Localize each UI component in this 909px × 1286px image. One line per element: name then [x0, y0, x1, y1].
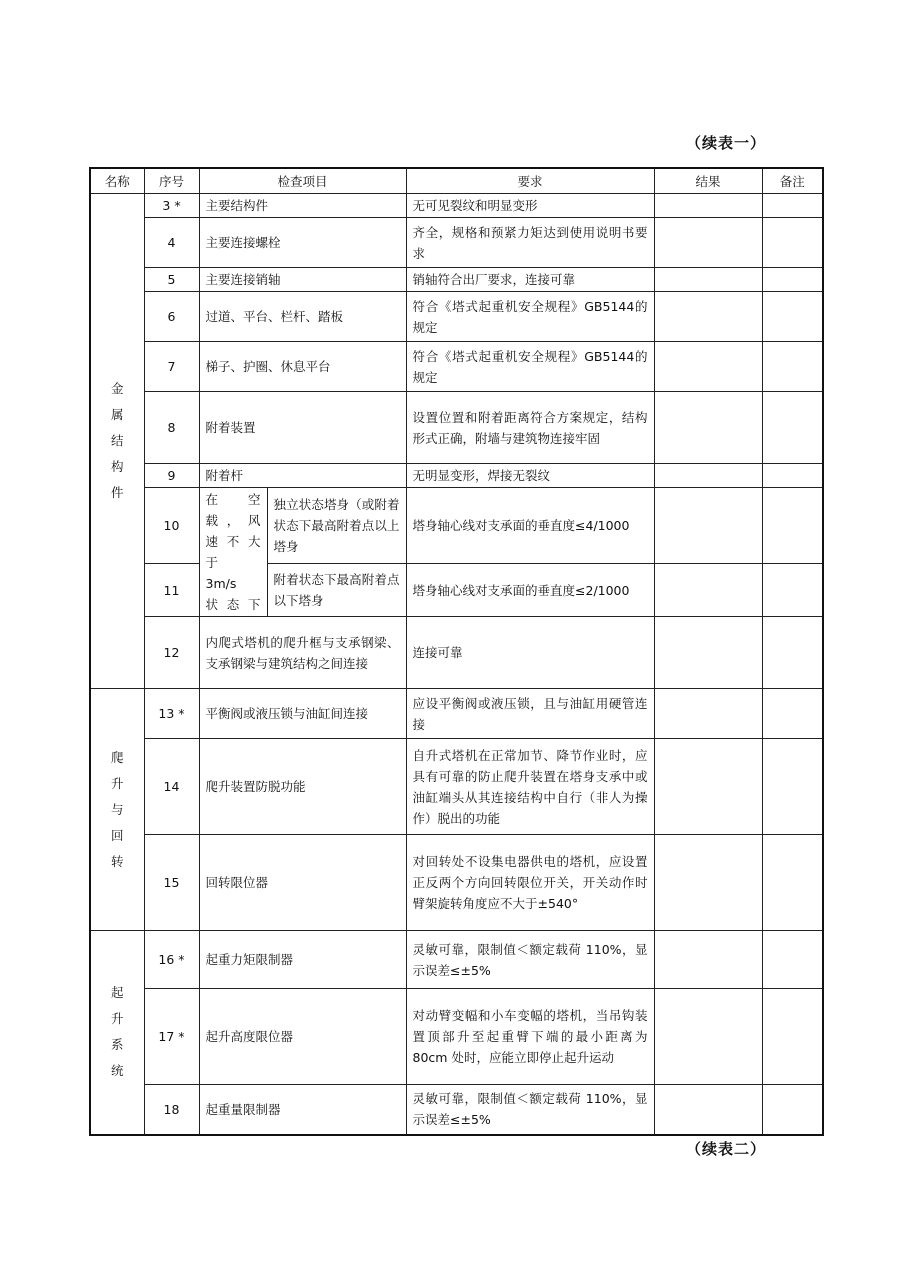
row-no: 18: [144, 1085, 199, 1135]
remark-cell[interactable]: [762, 194, 823, 218]
row-requirement: 对动臂变幅和小车变幅的塔机，当吊钩装置顶部升至起重臂下端的最小距离为 80cm 处时，应能立即停止起升运动: [406, 989, 654, 1085]
table-row: [90, 194, 823, 218]
row-requirement: 无明显变形，焊接无裂纹: [406, 464, 654, 488]
table-row: [90, 1085, 823, 1135]
result-cell[interactable]: [654, 739, 762, 835]
remark-cell[interactable]: [762, 931, 823, 989]
row-no: 4: [144, 218, 199, 268]
result-cell[interactable]: [654, 488, 762, 564]
row-item: 主要连接螺栓: [199, 218, 406, 268]
row-requirement: 塔身轴心线对支承面的垂直度≤2/1000: [406, 564, 654, 617]
table-row: [90, 739, 823, 835]
row-requirement: 齐全，规格和预紧力矩达到使用说明书要求: [406, 218, 654, 268]
row-no: 3 *: [144, 194, 199, 218]
remark-cell[interactable]: [762, 342, 823, 392]
table-row: [90, 218, 823, 268]
row-requirement: 设置位置和附着距离符合方案规定，结构形式正确，附墙与建筑物连接牢固: [406, 392, 654, 464]
remark-cell[interactable]: [762, 268, 823, 292]
remark-cell[interactable]: [762, 739, 823, 835]
inspection-table: [89, 167, 824, 1136]
header-item: 检查项目: [199, 168, 406, 194]
row-no: 8: [144, 392, 199, 464]
header-row: [90, 168, 823, 194]
header-requirement: 要求: [406, 168, 654, 194]
table-row: [90, 292, 823, 342]
row-item: 平衡阀或液压锁与油缸间连接: [199, 689, 406, 739]
table-caption-top: （续表一）: [685, 134, 766, 152]
result-cell[interactable]: [654, 292, 762, 342]
table-row: [90, 464, 823, 488]
row-requirement: 销轴符合出厂要求，连接可靠: [406, 268, 654, 292]
row-item: 起升高度限位器: [199, 989, 406, 1085]
row-no: 15: [144, 835, 199, 931]
row-requirement: 对回转处不设集电器供电的塔机，应设置正反两个方向回转限位开关，开关动作时臂架旋转角度应不大于±540°: [406, 835, 654, 931]
row-requirement: 自升式塔机在正常加节、降节作业时，应具有可靠的防止爬升装置在塔身支承中或油缸端头从其连接结构中自行（非人为操作）脱出的功能: [406, 739, 654, 835]
result-cell[interactable]: [654, 617, 762, 689]
row-item: 附着装置: [199, 392, 406, 464]
table-row: [90, 392, 823, 464]
result-cell[interactable]: [654, 392, 762, 464]
row-item: 独立状态塔身（或附着状态下最高附着点以上塔身: [267, 488, 406, 564]
remark-cell[interactable]: [762, 392, 823, 464]
header-name: 名称: [90, 168, 144, 194]
remark-cell[interactable]: [762, 488, 823, 564]
row-no: 9: [144, 464, 199, 488]
remark-cell[interactable]: [762, 835, 823, 931]
header-no: 序号: [144, 168, 199, 194]
row-item: 爬升装置防脱功能: [199, 739, 406, 835]
row-requirement: 无可见裂纹和明显变形: [406, 194, 654, 218]
row-item: 附着杆: [199, 464, 406, 488]
result-cell[interactable]: [654, 835, 762, 931]
row-no: 6: [144, 292, 199, 342]
remark-cell[interactable]: [762, 464, 823, 488]
row-item: 主要结构件: [199, 194, 406, 218]
remark-cell[interactable]: [762, 564, 823, 617]
table-row: [90, 488, 823, 564]
header-remark: 备注: [762, 168, 823, 194]
result-cell[interactable]: [654, 931, 762, 989]
row-no: 10: [144, 488, 199, 564]
row-requirement: 应设平衡阀或液压锁，且与油缸用硬管连接: [406, 689, 654, 739]
row-requirement: 连接可靠: [406, 617, 654, 689]
result-cell[interactable]: [654, 194, 762, 218]
category-lifting-system: 起 升 系 统: [90, 931, 144, 1135]
result-cell[interactable]: [654, 989, 762, 1085]
result-cell[interactable]: [654, 564, 762, 617]
result-cell[interactable]: [654, 218, 762, 268]
table-row: [90, 689, 823, 739]
result-cell[interactable]: [654, 268, 762, 292]
remark-cell[interactable]: [762, 617, 823, 689]
category-metal-structure: 金 属 结 构 件: [90, 194, 144, 689]
row-requirement: 灵敏可靠，限制值＜额定载荷 110%，显示误差≤±5%: [406, 931, 654, 989]
table-row: [90, 931, 823, 989]
row-item: 梯子、护圈、休息平台: [199, 342, 406, 392]
row-requirement: 符合《塔式起重机安全规程》GB5144的规定: [406, 292, 654, 342]
row-no: 16 *: [144, 931, 199, 989]
row-requirement: 符合《塔式起重机安全规程》GB5144的规定: [406, 342, 654, 392]
table-row: [90, 342, 823, 392]
table-row: [90, 989, 823, 1085]
row-item: 过道、平台、栏杆、踏板: [199, 292, 406, 342]
row-no: 14: [144, 739, 199, 835]
row-requirement: 灵敏可靠，限制值＜额定载荷 110%，显示误差≤±5%: [406, 1085, 654, 1135]
row-item: 内爬式塔机的爬升框与支承钢梁、支承钢梁与建筑结构之间连接: [199, 617, 406, 689]
row-requirement: 塔身轴心线对支承面的垂直度≤4/1000: [406, 488, 654, 564]
table-caption-bottom: （续表二）: [685, 1140, 766, 1158]
row-no: 7: [144, 342, 199, 392]
header-result: 结果: [654, 168, 762, 194]
remark-cell[interactable]: [762, 292, 823, 342]
row-no: 13 *: [144, 689, 199, 739]
remark-cell[interactable]: [762, 689, 823, 739]
table-row: [90, 617, 823, 689]
remark-cell[interactable]: [762, 989, 823, 1085]
row-item: 起重量限制器: [199, 1085, 406, 1135]
row-no: 17 *: [144, 989, 199, 1085]
result-cell[interactable]: [654, 689, 762, 739]
wind-condition-cell: 在 空 载，风 速不大 于 3m/s 状态下: [199, 488, 267, 617]
result-cell[interactable]: [654, 1085, 762, 1135]
remark-cell[interactable]: [762, 218, 823, 268]
row-no: 5: [144, 268, 199, 292]
table-row: [90, 268, 823, 292]
row-item: 主要连接销轴: [199, 268, 406, 292]
row-no: 11: [144, 564, 199, 617]
row-item: 附着状态下最高附着点以下塔身: [267, 564, 406, 617]
row-no: 12: [144, 617, 199, 689]
row-item: 回转限位器: [199, 835, 406, 931]
table-row: [90, 835, 823, 931]
result-cell[interactable]: [654, 342, 762, 392]
result-cell[interactable]: [654, 464, 762, 488]
category-climbing-slewing: 爬 升 与 回 转: [90, 689, 144, 931]
remark-cell[interactable]: [762, 1085, 823, 1135]
row-item: 起重力矩限制器: [199, 931, 406, 989]
